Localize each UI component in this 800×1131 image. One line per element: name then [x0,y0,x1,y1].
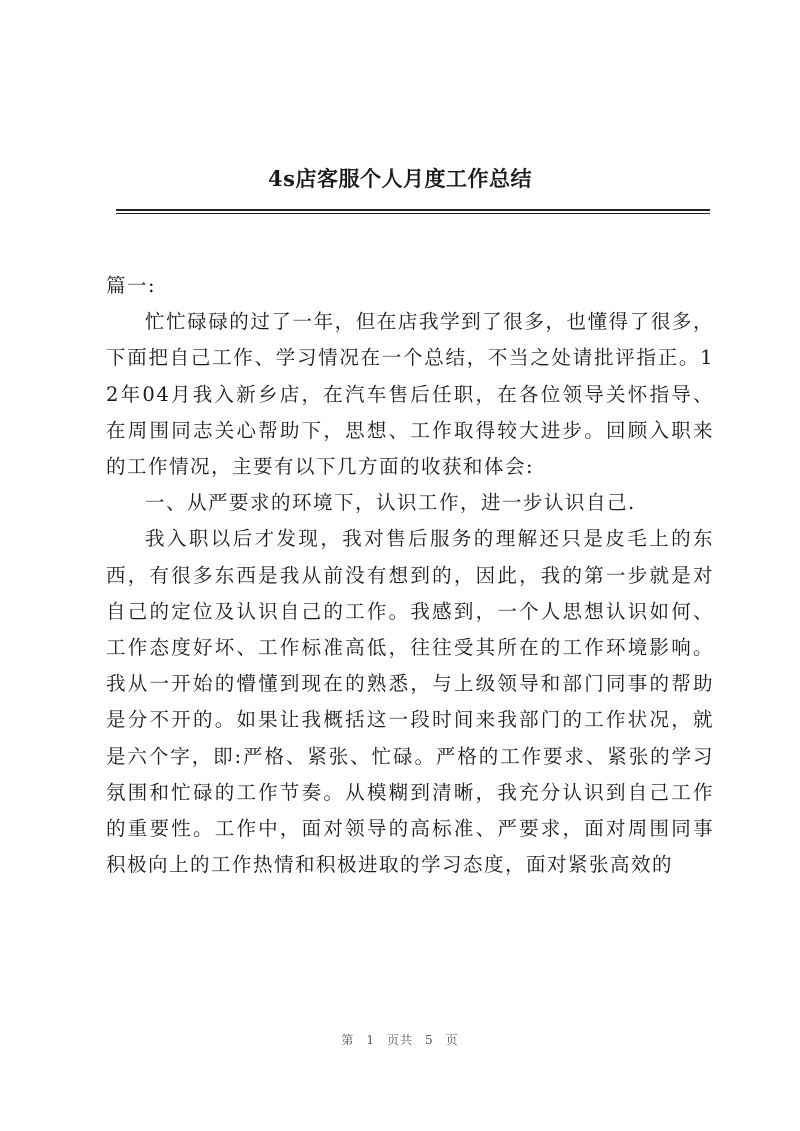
footer-label-total: 页共 [386,1033,413,1047]
document-title: 4s店客服个人月度工作总结 [268,166,532,191]
footer-page-number: 1 [366,1033,375,1047]
page-footer [0,1031,800,1048]
footer-total-pages: 5 [425,1033,434,1047]
paragraph: 忙忙碌碌的过了一年，但在店我学到了很多，也懂得了很多，下面把自己工作、学习情况在一个总结，不当之处请批评指正。12年04月我入新乡店，在汽车售后任职，在各位领导关怀指导、在周围同志关心帮助下，思想、工作取得较大进步。回顾入职来的工作情况，主要有以下几方面的收获和体会: [106,310,714,479]
footer-label-end: 页 [445,1033,459,1047]
paragraph: 我入职以后才发现，我对售后服务的理解还只是皮毛上的东西，有很多东西是我从前没有想到的，因此，我的第一步就是对自己的定位及认识自己的工作。我感到，一个人思想认识如何、工作态度好坏、工作标准高低，往往受其所在的工作环境影响。我从一开始的懵懂到现在的熟悉，与上级领导和部门同事的帮助是分不开的。如果让我概括这一段时间来我部门的工作状况，就是六个字，即:严格、紧张、忙碌。严格的工作要求、紧张的学习氛围和忙碌的工作节奏。从模糊到清晰，我充分认识到自己工作的重要性。工作中，面对领导的高标准、严要求，面对周围同事积极向上的工作热情和积极进取的学习态度，面对紧张高效的 [106,527,714,877]
footer-label-page: 第 [341,1033,355,1047]
subsection-heading: 一、从严要求的环境下，认识工作，进一步认识自己. [145,491,636,515]
title-divider [116,209,710,214]
section-heading: 篇一: [106,274,157,297]
document-body [106,268,714,883]
